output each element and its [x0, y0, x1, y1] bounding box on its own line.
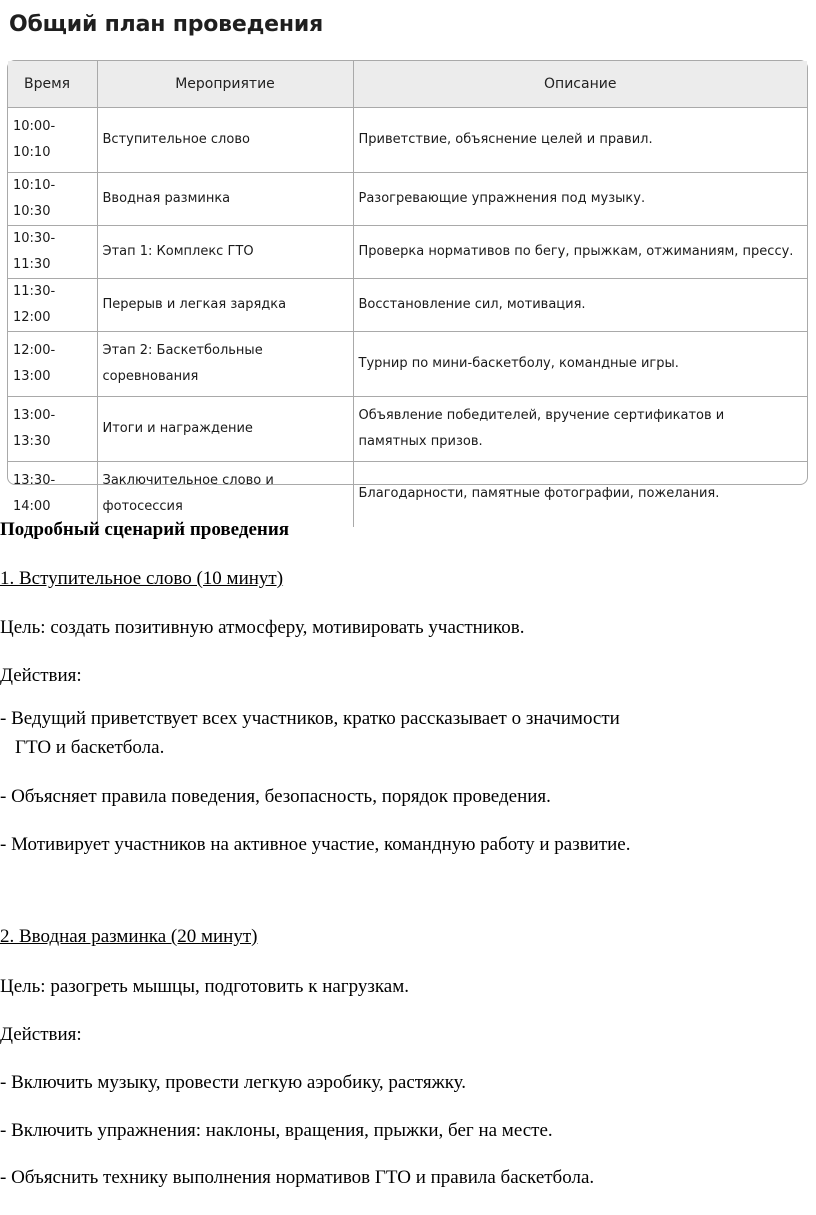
event-cell: Этап 1: Комплекс ГТО [97, 226, 353, 279]
event-cell: Этап 2: Баскетбольные соревнования [97, 332, 353, 397]
event-cell: Итоги и награждение [97, 397, 353, 462]
action-item-continuation: ГТО и баскетбола. [15, 737, 165, 758]
description-cell: Благодарности, памятные фотографии, пожелания. [358, 486, 720, 502]
section-title: 1. Вступительное слово (10 минут) [0, 568, 284, 589]
description-cell: Приветствие, объяснение целей и правил. [353, 108, 807, 173]
time-cell: 13:00- 13:30 [8, 397, 97, 462]
section-title: 2. Вводная разминка (20 минут) [0, 926, 258, 947]
action-item: - Объясняет правила поведения, безопасность, порядок проведения. [0, 786, 551, 807]
section-goal: Цель: разогреть мышцы, подготовить к нагрузкам. [0, 976, 410, 997]
action-item: - Ведущий приветствует всех участников, кратко рассказывает о значимости [0, 708, 620, 729]
time-cell: 10:10-10:30 [8, 173, 97, 226]
event-cell: Заключительное слово и фотосессия [97, 462, 353, 527]
description-cell: Разогревающие упражнения под музыку. [353, 173, 807, 226]
action-item: - Объяснить технику выполнения нормативов ГТО и правила баскетбола. [0, 1167, 595, 1188]
plan-title: Общий план проведения [9, 12, 324, 37]
section-actions-label: Действия: [0, 1024, 82, 1045]
action-item: - Включить упражнения: наклоны, вращения, прыжки, бег на месте. [0, 1120, 553, 1141]
table-row [8, 108, 807, 173]
event-cell: Вступительное слово [97, 108, 353, 173]
time-cell: 10:30-11:30 [8, 226, 97, 279]
scenario-heading: Подробный сценарий проведения [0, 519, 290, 540]
table-row [8, 226, 807, 279]
table-row [8, 279, 807, 332]
header-time: Время [8, 61, 97, 108]
section-goal: Цель: создать позитивную атмосферу, мотивировать участников. [0, 617, 525, 638]
time-cell: 13:30- 14:00 [8, 462, 97, 527]
table-row [8, 173, 807, 226]
description-cell: Проверка нормативов по бегу, прыжкам, отжиманиям, прессу. [353, 226, 807, 279]
table-header-row [8, 61, 807, 108]
action-item: - Мотивирует участников на активное участие, командную работу и развитие. [0, 834, 631, 855]
time-cell: 11:30-12:00 [8, 279, 97, 332]
table-row [8, 332, 807, 397]
description-cell: Турнир по мини-баскетболу, командные игры. [353, 332, 807, 397]
description-cell: Объявление победителей, вручение сертификатов и памятных призов. [353, 397, 807, 462]
schedule-table [8, 61, 807, 527]
header-description: Описание [353, 61, 807, 108]
event-cell: Перерыв и легкая зарядка [97, 279, 353, 332]
section-actions-label: Действия: [0, 665, 82, 686]
header-event: Мероприятие [97, 61, 353, 108]
table-row [8, 397, 807, 462]
action-item: - Включить музыку, провести легкую аэробику, растяжку. [0, 1072, 467, 1093]
event-cell: Вводная разминка [97, 173, 353, 226]
time-cell: 10:00- 10:10 [8, 108, 97, 173]
schedule-table-container [7, 60, 808, 515]
time-cell: 12:00- 13:00 [8, 332, 97, 397]
description-cell: Восстановление сил, мотивация. [353, 279, 807, 332]
